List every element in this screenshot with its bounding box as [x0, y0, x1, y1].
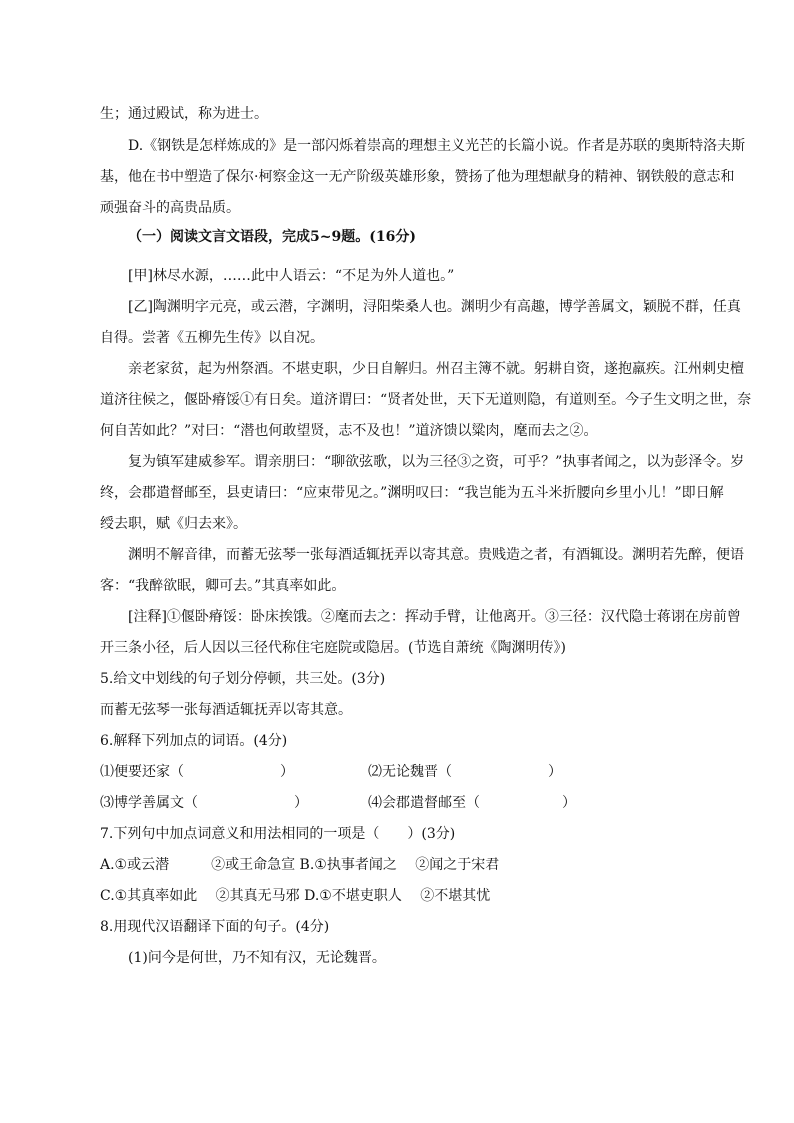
question-7-options-row1: A.①或云潜 ②或王命急宣 B.①执事者闻之 ②闻之于宋君 [100, 857, 500, 873]
question-6: 6.解释下列加点的词语。(4分) [100, 733, 288, 749]
text-line: 亲老家贫，起为州祭酒。不堪吏职，少日自解归。州召主簿不就。躬耕自资，遂抱羸疾。江州刺史檀 [128, 361, 744, 377]
question-6-row1: ⑴便要还家（ ） ⑵无论魏晋（ ） [100, 764, 562, 780]
q6-item-4: ⑷会郡遣督邮至（ [368, 795, 480, 811]
q6-item-2: ⑵无论魏晋（ [368, 764, 452, 780]
text-line: 何自苦如此？”对曰：“潜也何敢望贤，志不及也！”道济馈以粱肉，麾而去之②。 [100, 423, 598, 439]
text-line: [甲]林尽水源，……此中人语云：“不足为外人道也。” [128, 268, 455, 284]
question-5: 5.给文中划线的句子划分停顿，共三处。(3分) [100, 671, 386, 687]
text-line: 复为镇军建威参军。谓亲朋曰：“聊欲弦歌，以为三径③之资，可乎？”执事者闻之，以为彭泽令。岁 [128, 454, 745, 470]
question-6-row2: ⑶博学善属文（ ） ⑷会郡遣督邮至（ ） [100, 795, 576, 811]
text-line: D.《钢铁是怎样炼成的》是一部闪烁着崇高的理想主义光芒的长篇小说。作者是苏联的奥斯特洛夫斯 [128, 138, 746, 154]
text-line: [乙]陶渊明字元亮，或云潜，字渊明，浔阳柴桑人也。渊明少有高趣，博学善属文，颖脱不群，任真 [128, 299, 741, 315]
question-8-sentence-1: (1)问今是何世，乃不知有汉，无论魏晋。 [128, 950, 386, 966]
text-line: 终，会郡遣督邮至，县吏请曰：“应束带见之。”渊明叹曰：“我岂能为五斗米折腰向乡里小儿！”即日解 [100, 485, 724, 501]
text-line: 绶去职，赋《归去来》。 [100, 516, 247, 532]
text-line: 道济往候之，偃卧瘠馁①有日矣。道济谓曰：“贤者处世，天下无道则隐，有道则至。今子生文明之世，奈 [100, 392, 752, 408]
q6-item-1: ⑴便要还家（ [100, 764, 184, 780]
question-8: 8.用现代汉语翻译下面的句子。(4分) [100, 919, 330, 935]
question-7-options-row2: C.①其真率如此 ②其真无马邪 D.①不堪吏职人 ②不堪其忧 [100, 888, 491, 904]
q6-item-3: ⑶博学善属文（ [100, 795, 198, 811]
question-5-sentence: 而蓄无弦琴一张每酒适辄抚弄以寄其意。 [100, 702, 352, 718]
annotation-line: 开三条小径，后人因以三径代称住宅庭院或隐居。(节选自萧统《陶渊明传》) [100, 640, 566, 656]
text-line: 客：“我醉欲眠，卿可去。”其真率如此。 [100, 578, 346, 594]
section-heading: （一）阅读文言文语段，完成5~9题。(16分) [128, 229, 416, 245]
text-line: 顽强奋斗的高贵品质。 [100, 200, 240, 216]
annotation-line: [注释]①偃卧瘠馁：卧床挨饿。②麾而去之：挥动手臂，让他离开。③三径：汉代隐士蒋诩在房前曾 [128, 609, 741, 625]
question-7: 7.下列句中加点词意义和用法相同的一项是（ ）(3分) [100, 826, 456, 842]
text-line: 渊明不解音律，而蓄无弦琴一张每酒适辄抚弄以寄其意。贵贱造之者，有酒辄设。渊明若先醉，便语 [128, 547, 744, 563]
text-line: 自得。尝著《五柳先生传》以自况。 [100, 330, 324, 346]
text-line: 生；通过殿试，称为进士。 [100, 106, 268, 122]
text-line: 基，他在书中塑造了保尔·柯察金这一无产阶级英雄形象，赞扬了他为理想献身的精神、钢铁般的意志和 [100, 169, 735, 185]
